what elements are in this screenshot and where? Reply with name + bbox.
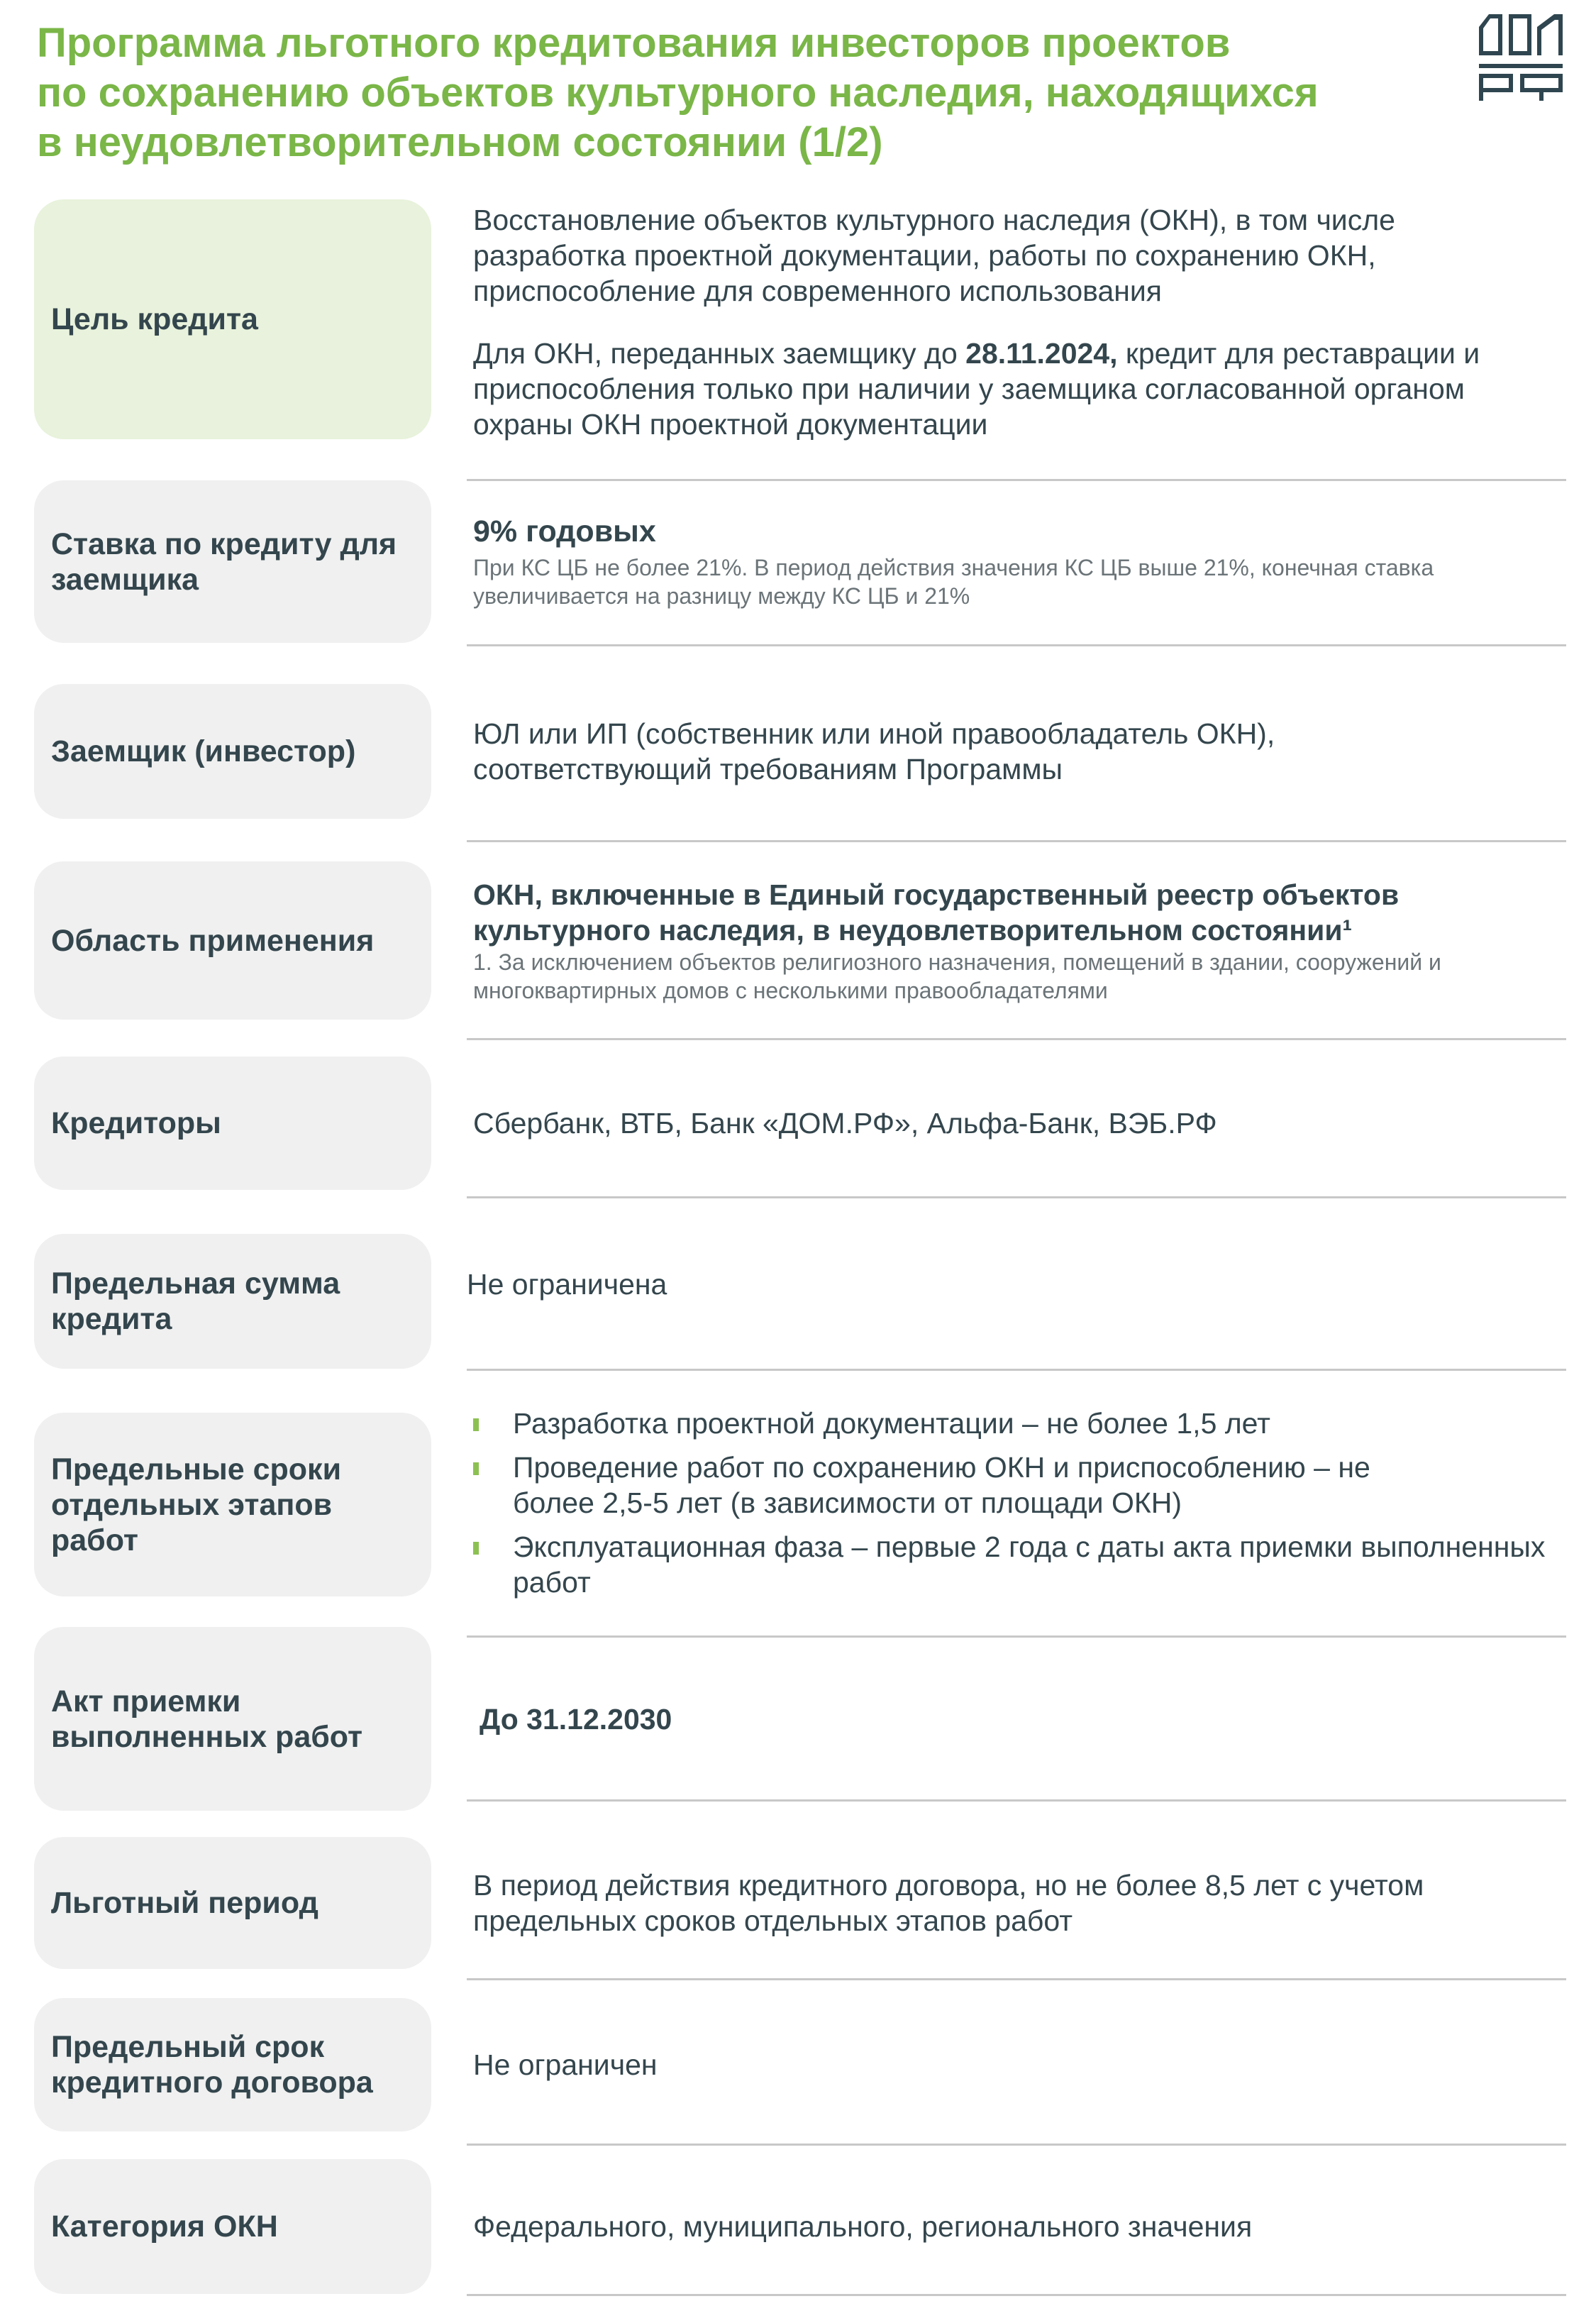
row-creditors [0, 1057, 1596, 1190]
stage-terms-list [473, 1406, 1565, 1609]
page-title [37, 18, 1420, 167]
row-label: Акт приемки выполненных работ [34, 1627, 431, 1811]
acceptance-date: До 31.12.2030 [480, 1702, 672, 1736]
divider [467, 1799, 1566, 1802]
row-label: Заемщик (инвестор) [34, 684, 431, 819]
row-stage-terms [0, 1407, 1596, 1599]
divider [467, 1978, 1566, 1980]
row-content [473, 1406, 1565, 1599]
row-max-term [0, 1998, 1596, 2131]
purpose-condition [473, 336, 1523, 442]
title-line: по сохранению объектов культурного наследия, находящихся [37, 70, 1319, 116]
row-loan-purpose [0, 199, 1596, 439]
category-text: Федерального, муниципального, регионального значения [473, 2210, 1253, 2243]
row-content [480, 1627, 1572, 1811]
title-line: в неудовлетворительном состоянии (1/2) [37, 119, 883, 165]
grace-period-text: В период действия кредитного договора, но не более 8,5 лет с учетом предельных сроков отдельных этапов работ [473, 1869, 1424, 1937]
dom-rf-logo-icon [1479, 14, 1564, 101]
row-label: Льготный период [34, 1837, 431, 1969]
rate-value: 9% годовых [473, 514, 656, 548]
row-content [473, 1057, 1565, 1190]
list-item-text: Проведение работ по сохранению ОКН и приспособлению – не более 2,5-5 лет (в зависимости от площади ОКН) [513, 1451, 1370, 1519]
creditors-text: Сбербанк, ВТБ, Банк «ДОМ.РФ», Альфа-Банк, ВЭБ.РФ [473, 1107, 1217, 1140]
text: кредит для реставрации и приспособления только при наличии у заемщика согласованной органом охраны ОКН проектной документации [473, 337, 1480, 441]
max-amount-text: Не ограничена [467, 1268, 667, 1301]
row-content [473, 1998, 1565, 2131]
date: 28.11.2024, [965, 337, 1118, 370]
scope-text: ОКН, включенные в Единый государственный реестр объектов культурного наследия, в неудовлетворительном состоянии¹ [473, 878, 1400, 947]
row-label: Цель кредита [34, 199, 431, 439]
divider [467, 1196, 1566, 1198]
list-item [473, 1450, 1400, 1521]
purpose-text: Восстановление объектов культурного наследия (ОКН), в том числе разработка проектной документации, работы по сохранению ОКН, приспособление для современного использования [473, 204, 1395, 307]
bullet-icon [473, 1542, 479, 1555]
row-content [473, 480, 1565, 643]
divider [467, 2144, 1566, 2146]
row-content [473, 684, 1565, 819]
divider [467, 1038, 1566, 1040]
divider [467, 840, 1566, 842]
max-term-text: Не ограничен [473, 2048, 658, 2081]
row-content [467, 1234, 1559, 1369]
row-label: Категория ОКН [34, 2159, 431, 2294]
row-label: Ставка по кредиту для заемщика [34, 480, 431, 643]
divider [467, 644, 1566, 646]
row-label: Кредиторы [34, 1057, 431, 1190]
list-item [473, 1529, 1565, 1600]
row-label: Предельная сумма кредита [34, 1234, 431, 1369]
bullet-icon [473, 1418, 479, 1431]
row-interest-rate [0, 480, 1596, 643]
row-acceptance-act [0, 1627, 1596, 1811]
list-item [473, 1406, 1565, 1441]
row-scope [0, 861, 1596, 1020]
title-line: Программа льготного кредитования инвесторов проектов [37, 20, 1231, 66]
row-max-amount [0, 1234, 1596, 1369]
row-label: Область применения [34, 861, 431, 1020]
list-item-text: Разработка проектной документации – не более 1,5 лет [513, 1407, 1270, 1440]
bullet-icon [473, 1462, 479, 1475]
row-content [473, 1837, 1565, 1969]
row-label: Предельный срок кредитного договора [34, 1998, 431, 2131]
row-content [473, 2159, 1565, 2294]
row-content [473, 861, 1565, 1020]
divider [467, 1369, 1566, 1371]
row-label: Предельные сроки отдельных этапов работ [34, 1413, 431, 1596]
borrower-text: ЮЛ или ИП (собственник или иной правообладатель ОКН), соответствующий требованиям Программы [473, 717, 1275, 785]
scope-footnote: 1. За исключением объектов религиозного назначения, помещений в здании, сооружений и многоквартирных домов с несколькими правообладателями [473, 949, 1441, 1003]
row-content [473, 202, 1565, 442]
row-borrower [0, 684, 1596, 819]
divider [467, 2294, 1566, 2296]
list-item-text: Эксплуатационная фаза – первые 2 года с даты акта приемки выполненных работ [513, 1530, 1546, 1599]
row-grace-period [0, 1837, 1596, 1969]
text: Для ОКН, переданных заемщику до [473, 337, 966, 370]
row-okn-category [0, 2159, 1596, 2294]
rate-note: При КС ЦБ не более 21%. В период действия значения КС ЦБ выше 21%, конечная ставка увеличивается на разницу между КС ЦБ и 21% [473, 554, 1434, 609]
